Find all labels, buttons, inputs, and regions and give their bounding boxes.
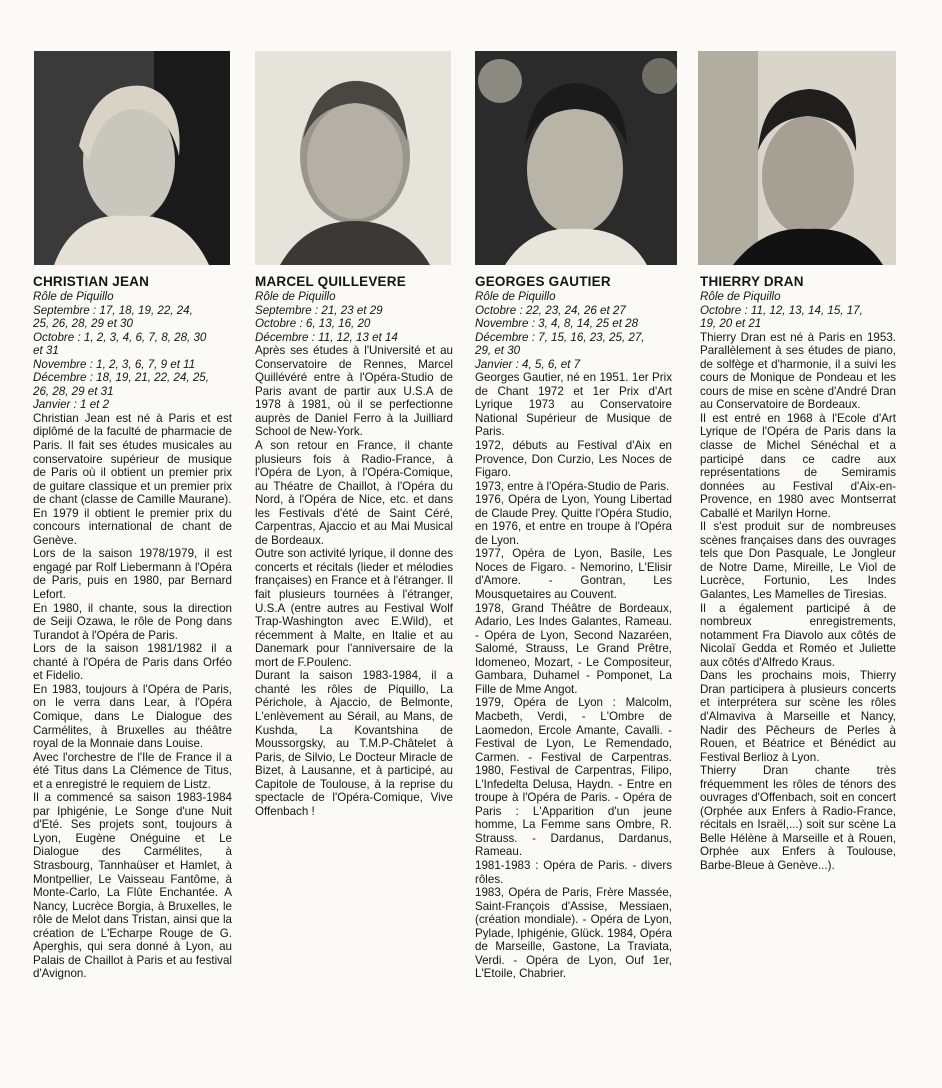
bio-paragraph: 1976, Opéra de Lyon, Young Libertad de Claude Prey. Quitte l'Opéra Studio, en 1976, et entre en troupe à l'Opéra de Lyon. bbox=[475, 493, 672, 547]
bio-paragraph: Après ses études à l'Université et au Conservatoire de Rennes, Marcel Quillévéré entre à l'Opéra-Studio de Paris avant de partir aux U.S.A de 1978 à 1981, où il se perfectionne auprès de Daniel Ferro à la Juilliard School de New-York. bbox=[255, 344, 453, 439]
date-line: Septembre : 17, 18, 19, 22, 24, bbox=[33, 303, 193, 317]
bio-paragraph: 1972, débuts au Festival d'Aix en Provence, Don Curzio, Les Noces de Figaro. bbox=[475, 439, 672, 480]
artist-details-1 bbox=[33, 290, 232, 981]
artist-role-3: Rôle de Piquillo bbox=[475, 290, 556, 303]
artist-details-2 bbox=[255, 290, 453, 818]
artist-details-3 bbox=[475, 290, 672, 981]
bio-paragraph: En 1983, toujours à l'Opéra de Paris, on le verra dans Lear, à l'Opéra Comique, dans Le Dialogue des Carmélites, à Bruxelles au théâtre royal de la Monnaie dans Louise. bbox=[33, 682, 232, 751]
photo-christian-jean bbox=[34, 51, 230, 265]
date-line: Octobre : 22, 23, 24, 26 et 27 bbox=[475, 303, 626, 317]
artist-role-2: Rôle de Piquillo bbox=[255, 290, 336, 303]
bio-paragraph: 1979, Opéra de Lyon : Malcolm, Macbeth, Verdi, - L'Ombre de Laomedon, Ercole Amante, Cavalli. - Festival de Lyon, Le Remendado, Carmen. - Festival de Carpentras. 1980, Festival de Carpentras, Filipo, L'Infedelta Delusa, Haydn. - Entre en troupe à l'Opéra de Paris. - Opéra de Paris : L'Apparition d'un jeune homme, La Femme sans Ombre, R. Strauss. - Dardanus, Dardanus, Rameau. bbox=[475, 696, 672, 859]
date-line: Novembre : 1, 2, 3, 6, 7, 9 et 11 bbox=[33, 357, 196, 371]
date-line: Décembre : 11, 12, 13 et 14 bbox=[255, 330, 398, 344]
artist-name-2: MARCEL QUILLEVERE bbox=[255, 274, 406, 289]
bio-paragraph: Il a commencé sa saison 1983-1984 par Iphigénie, Le Songe d'une Nuit d'Eté. Ses projets sont, toujours à Lyon, Eugène Onéguine et Le Dialogue des Carmélites, à Strasbourg, Tannhaüser et Hamlet, à Montpellier, Le Vaisseau Fantôme, à Monte-Carlo, La Flûte Enchantée. A Nancy, Lucrèce Borgia, à Bruxelles, le rôle de Melot dans Tristan, ainsi que la création de L'Echarpe Rouge de G. Aperghis, qui sera donné à Lyon, au Palais de Chaillot à Paris et au festival d'Avignon. bbox=[33, 791, 232, 981]
photo-thierry-dran bbox=[698, 51, 896, 265]
bio-paragraph: Durant la saison 1983-1984, il a chanté les rôles de Piquillo, La Périchole, à Ajaccio, de Belmonte, L'enlèvement au Sérail, au Mans, de Kushda, La Kovantshina de Moussorgsky, au T.M.P-Châtelet à Paris, de Silvio, Le Docteur Miracle de Bizet, à Lausanne, et à participé, au Capitole de Toulouse, à la reprise du spectacle de l'Opéra-Comique, Vive Offenbach ! bbox=[255, 669, 453, 818]
bio-paragraph: Christian Jean est né à Paris et est diplômé de la faculté de pharmacie de Paris. Il fait ses études musicales au conservatoire supérieur de musique de Paris où il obtient un premier prix de guitare classique et un premier prix de chant (classe de Camille Maurane). bbox=[33, 411, 232, 507]
bio-paragraph: Dans les prochains mois, Thierry Dran participera à plusieurs concerts et interprétera sur scène les rôles d'Almaviva à Marseille et Nancy, Nadir des Pêcheurs de Perles à Rouen, et Béatrice et Bénédict au Festival Berlioz à Lyon. bbox=[700, 669, 896, 764]
bio-paragraph: 1977, Opéra de Lyon, Basile, Les Noces de Figaro. - Nemorino, L'Elisir d'Amore. - Gontran, Les Mousquetaires au Couvent. bbox=[475, 547, 672, 602]
bio-paragraph: Il a également participé à de nombreux enregistrements, notamment Fra Diavolo aux côtés de Nicolaï Gedda et Roméo et Juliette aux côtés d'Alfredo Kraus. bbox=[700, 601, 896, 669]
bio-paragraph: 1981-1983 : Opéra de Paris. - divers rôles. bbox=[475, 858, 672, 886]
artist-name-4: THIERRY DRAN bbox=[700, 274, 804, 289]
photo-marcel-quillevere bbox=[255, 51, 451, 265]
bio-paragraph: 1978, Grand Théâtre de Bordeaux, Adario, Les Indes Galantes, Rameau. - Opéra de Lyon, Second Nazaréen, Salomé, Strauss, Le Grand Prêtre, Idomeneo, Mozart, - Le Compositeur, Gambara, Duhamel - Pomponet, La Fille de Mme Angot. bbox=[475, 601, 672, 696]
date-line: Novembre : 3, 4, 8, 14, 25 et 28 bbox=[475, 317, 639, 331]
artist-name-3: GEORGES GAUTIER bbox=[475, 274, 611, 289]
date-line: 26, 28, 29 et 31 bbox=[33, 384, 114, 398]
artist-details-4 bbox=[700, 290, 896, 873]
artist-role-1: Rôle de Piquillo bbox=[33, 290, 114, 303]
bio-paragraph: Lors de la saison 1978/1979, il est engagé par Rolf Liebermann à l'Opéra de Paris, puis en 1980, par Bernard Lefort. bbox=[33, 547, 232, 602]
date-line: Octobre : 11, 12, 13, 14, 15, 17, bbox=[700, 303, 863, 317]
date-line: et 31 bbox=[33, 344, 59, 358]
bio-paragraph: En 1980, il chante, sous la direction de Seiji Ozawa, le rôle de Pong dans Turandot à l'Opéra de Paris. bbox=[33, 601, 232, 642]
bio-paragraph: 1973, entre à l'Opéra-Studio de Paris. bbox=[475, 479, 670, 493]
bio-paragraph: Georges Gautier, né en 1951. 1er Prix de Chant 1972 et 1er Prix d'Art Lyrique 1973 au Conservatoire National Supérieur de Musique de Paris. bbox=[475, 371, 672, 439]
photo-georges-gautier bbox=[475, 51, 677, 265]
artist-role-4: Rôle de Piquillo bbox=[700, 290, 781, 303]
date-line: Octobre : 1, 2, 3, 4, 6, 7, 8, 28, 30 bbox=[33, 330, 207, 344]
date-line: Décembre : 7, 15, 16, 23, 25, 27, bbox=[475, 330, 645, 344]
bio-paragraph: Il est entré en 1968 à l'Ecole d'Art Lyrique de l'Opéra de Paris dans la classe de Michel Sénéchal et a participé dans ce cadre aux représentations de Semiramis données au Festival d'Aix-en-Provence, en 1980 avec Montserrat Caballé et Marilyn Horne. bbox=[700, 411, 896, 520]
date-line: 19, 20 et 21 bbox=[700, 317, 762, 331]
date-line: Janvier : 4, 5, 6, et 7 bbox=[475, 357, 581, 371]
artist-name-1: CHRISTIAN JEAN bbox=[33, 274, 150, 289]
date-line: 25, 26, 28, 29 et 30 bbox=[33, 317, 133, 331]
bio-paragraph: Lors de la saison 1981/1982 il a chanté à l'Opéra de Paris dans Orféo et Fidelio. bbox=[33, 642, 232, 683]
bio-paragraph: Avec l'orchestre de l'Ile de France il a été Titus dans La Clémence de Titus, et a enregistré le requiem de Listz. bbox=[33, 750, 232, 791]
bio-paragraph: A son retour en France, il chante plusieurs fois à Radio-France, à l'Opéra de Lyon, à l'Opéra-Comique, au Théatre de Chaillot, à l'Opéra du Nord, à l'Opéra de Nice, etc. et dans les Festivals d'été de Saint Céré, Carpentras, Ajaccio et au Mai Musical de Bordeaux. bbox=[255, 439, 453, 547]
bio-paragraph: Thierry Dran chante très fréquemment les rôles de ténors des ouvrages d'Offenbach, soit en concert (Orphée aux Enfers à Radio-France, récitals en Israël,...) soit sur scène La Belle Hélène à Marseille et à Rouen, Orphée aux Enfers à Toulouse, Barbe-Bleue à Genève...). bbox=[700, 764, 896, 872]
date-line: Décembre : 18, 19, 21, 22, 24, 25, bbox=[33, 371, 209, 385]
date-line: Octobre : 6, 13, 16, 20 bbox=[255, 317, 371, 331]
bio-paragraph: Thierry Dran est né à Paris en 1953. Parallèlement à ses études de piano, de solfège et d'harmonie, il a suivi les cours de Monique de Pondeau et les cours de mise en scène d'André Dran au Conservatoire de Bordeaux. bbox=[700, 330, 896, 412]
bio-paragraph: En 1979 il obtient le premier prix du concours international de chant de Genève. bbox=[33, 506, 232, 547]
date-line: 29, et 30 bbox=[475, 344, 521, 358]
bio-paragraph: Outre son activité lyrique, il donne des concerts et récitals (lieder et mélodies françaises) en France et à l'étranger. Il fait plusieurs tournées à l'étranger, U.S.A (entre autres au Festival Wolf Trap-Washington avec E.Wild), et récemment à Malte, en Italie et au Danemark pour l'anniversaire de la mort de F.Poulenc. bbox=[255, 547, 453, 669]
date-line: Septembre : 21, 23 et 29 bbox=[255, 303, 383, 317]
bio-paragraph: 1983, Opéra de Paris, Frère Massée, Saint-François d'Assise, Messiaen, (création mondiale). - Opéra de Lyon, Pylade, Iphigénie, Glück. 1984, Opéra de Marseille, Gastone, La Traviata, Verdi. - Opéra de Lyon, Ouf 1er, L'Etoile, Chabrier. bbox=[475, 886, 672, 981]
date-line: Janvier : 1 et 2 bbox=[33, 398, 110, 412]
bio-paragraph: Il s'est produit sur de nombreuses scènes françaises dans des ouvrages tels que Don Pasquale, Le Jongleur de Notre Dame, Mireille, Le Viol de Lucrèce, Fortunio, Les Indes Galantes, Les Mamelles de Tiresias. bbox=[700, 520, 896, 602]
